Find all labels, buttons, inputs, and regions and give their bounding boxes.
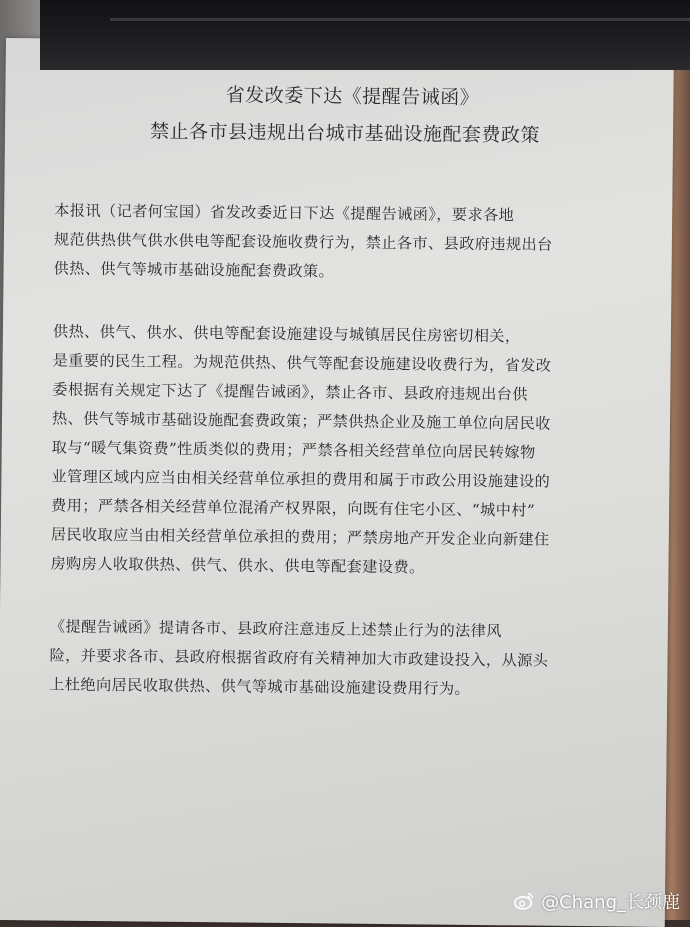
weibo-icon [513,890,535,912]
document-title-line-2: 禁止各市县违规出台城市基础设施配套费政策 [149,120,541,147]
paper-sheet [0,38,674,927]
document-title-line-1: 省发改委下达《提醒告诫函》 [225,84,480,109]
paragraph-3: 《提醒告诫函》提请各市、县政府注意违反上述禁止行为的法律风 险，并要求各市、县政府根据省政府有关精神加大市政建设投入，从源头 上杜绝向居民收取供热、供气等城市基础设施建设费用行为。 [49,617,549,698]
document-body [49,79,636,740]
watermark-text: @Chang_长颈鹿 [541,892,680,913]
paragraph-2: 供热、供气、供水、供电等配套设施建设与城镇居民住房密切相关， 是重要的民生工程。为规范供热、供气等配套设施建设收费行为，省发改 委根据有关规定下达了《提醒告诫函》，禁止各市、县政府违规出台供 热、供气等城市基础设施配套费政策；严禁供热企业及施工单位向居民收 取与“暖气集资费”性质类似的费用；严禁各相关经营单位向居民转嫁物 业管理区域内应当由相关经营单位承担的费用和属于市政公用设施建设的 费用；严禁各相关经营单位混淆产权界限，向既有住宅小区、“城中村” 居民收取应当由相关经营单位承担的费用；严禁房地产开发企业向新建住 房购房人收取供热、供气、供水、供电等配套建设费。 [50,322,552,577]
binder-edge [40,0,690,70]
binder-seam [110,18,690,21]
weibo-watermark [513,888,680,914]
paragraph-1: 本报讯（记者何宝国）省发改委近日下达《提醒告诫函》，要求各地 规范供热供气供水供电等配套设施收费行为，禁止各市、县政府违规出台 供热、供气等城市基础设施配套费政策。 [53,201,553,281]
